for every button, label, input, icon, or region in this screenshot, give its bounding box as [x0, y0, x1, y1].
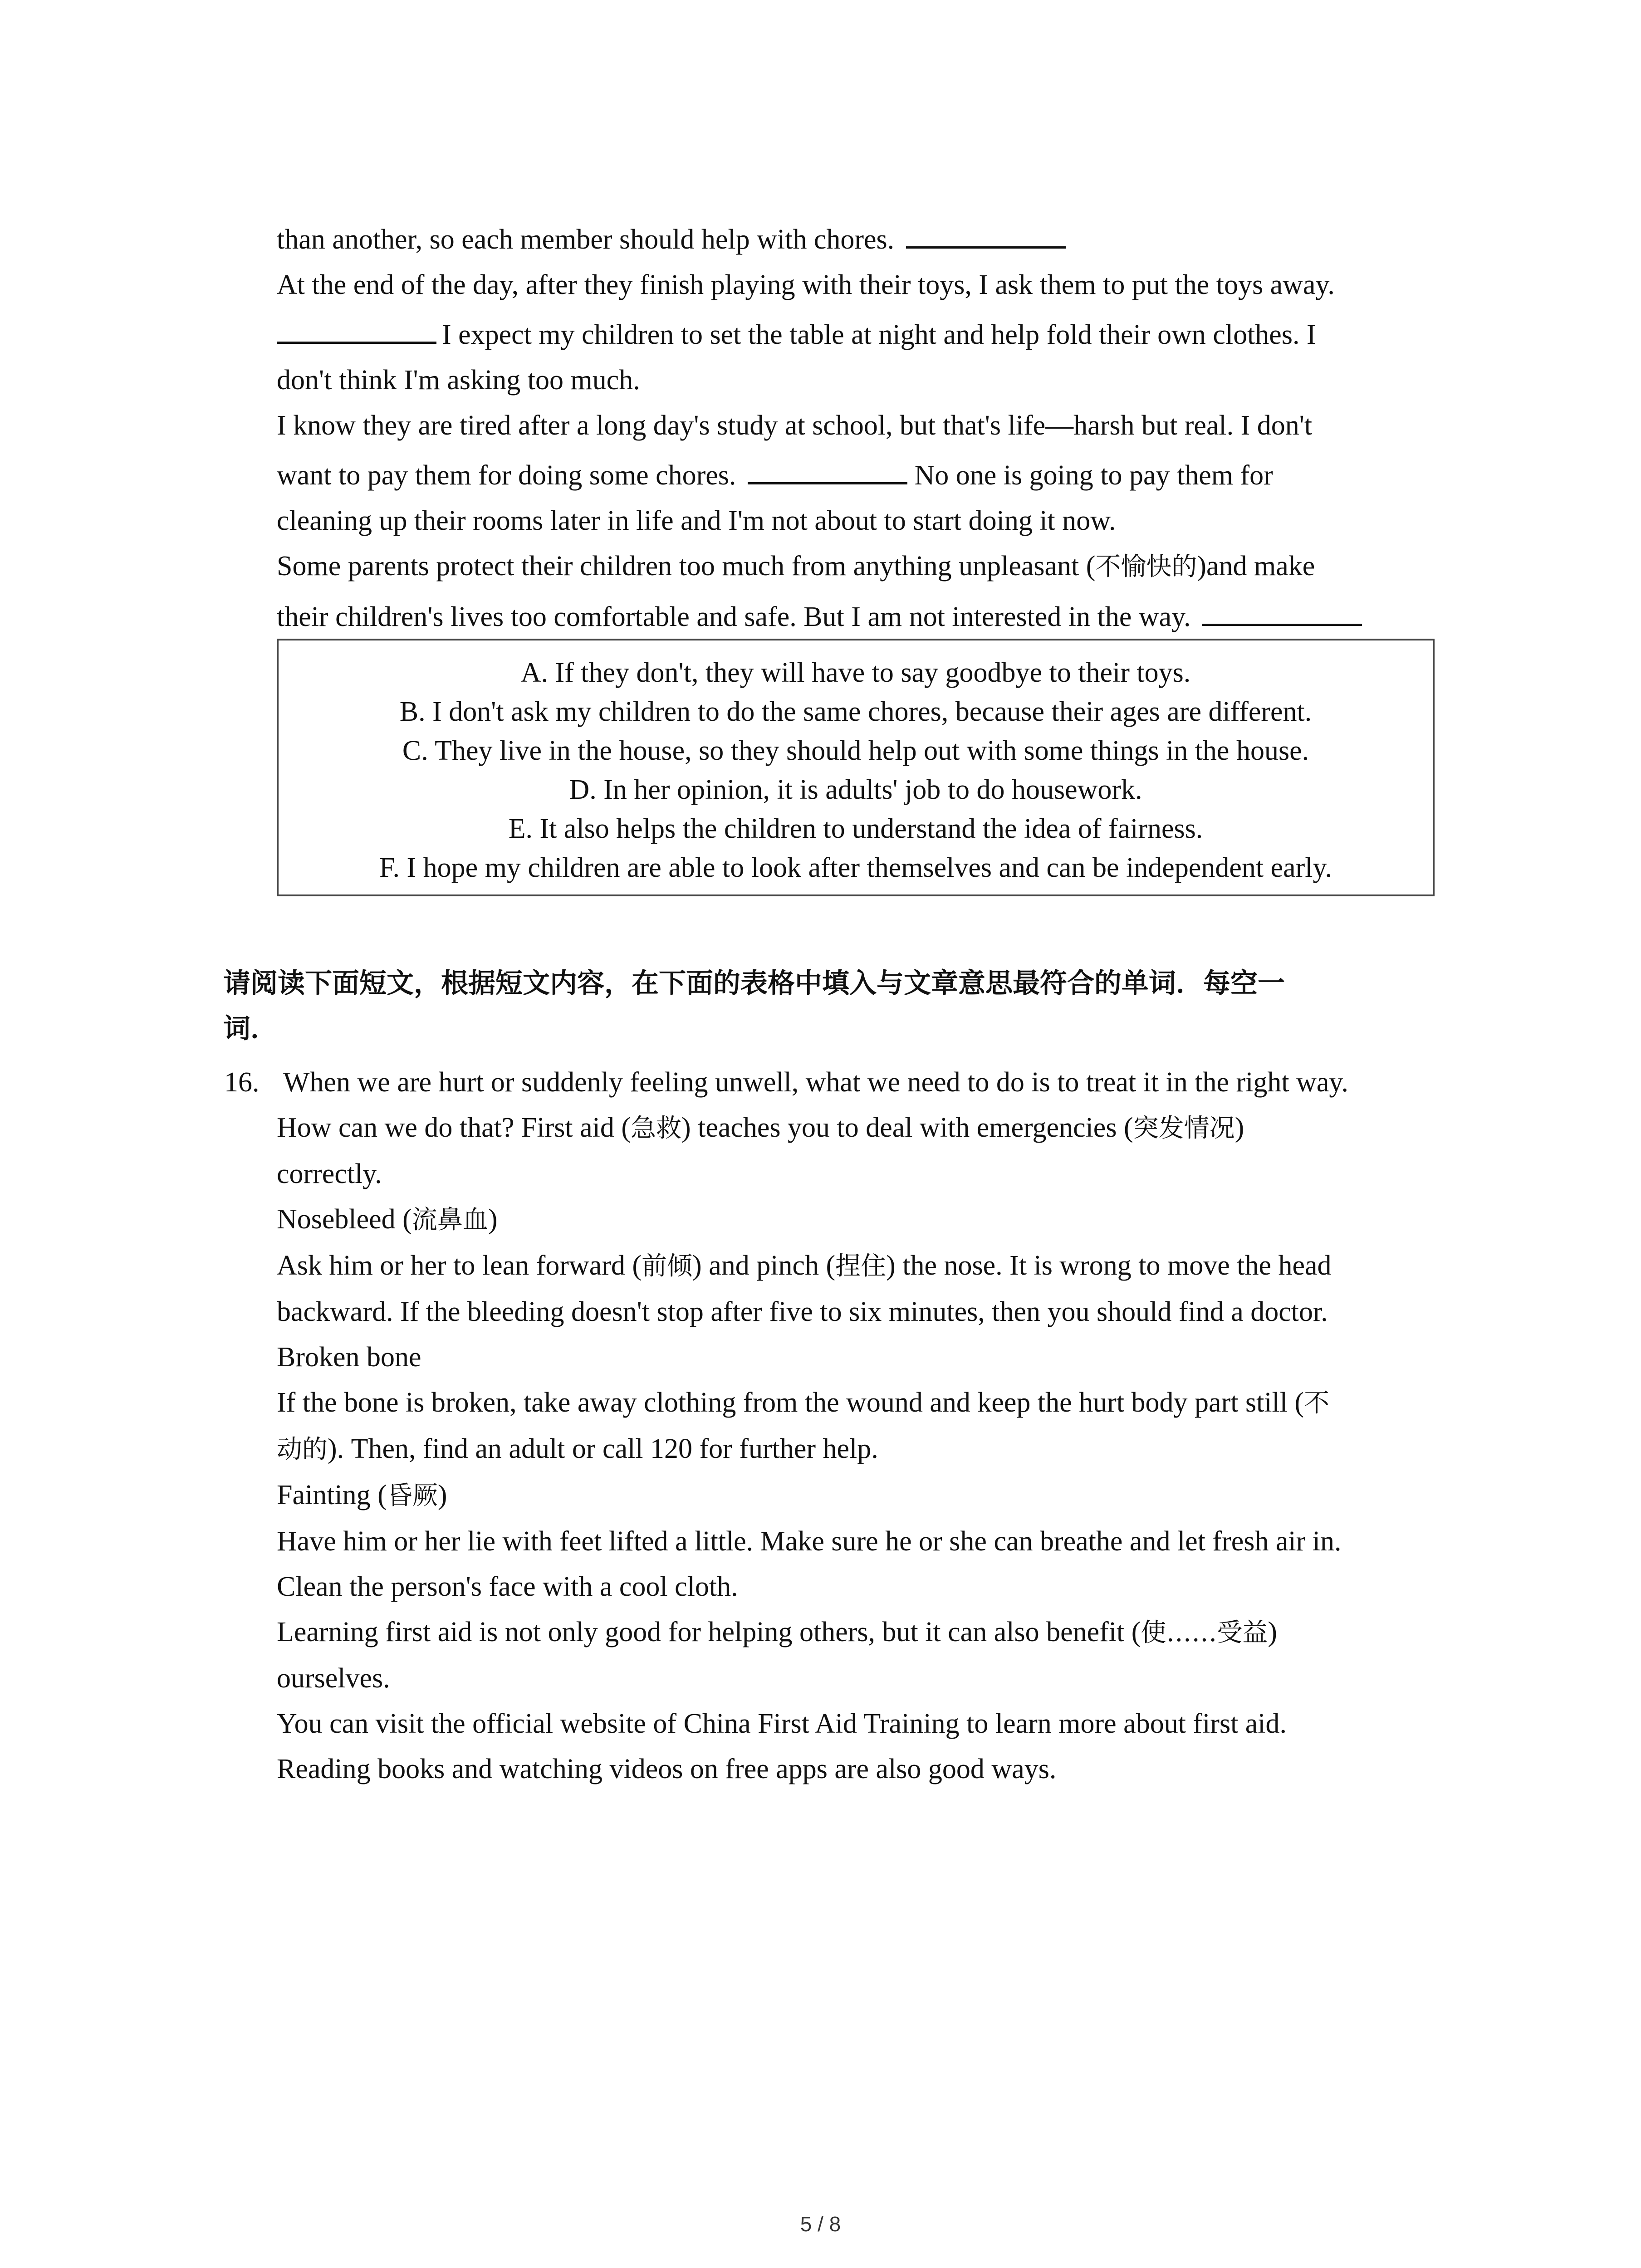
passage-line: backward. If the bleeding doesn't stop after five to six minutes, then you should find a doctor. [277, 1296, 1328, 1327]
passage-line: don't think I'm asking too much. [277, 365, 640, 396]
subheading-broken-bone: Broken bone [277, 1342, 421, 1373]
passage-line: cleaning up their rooms later in life and I'm not about to start doing it now. [277, 505, 1116, 536]
passage-line: ourselves. [277, 1663, 390, 1694]
passage-line: Reading books and watching videos on free apps are also good ways. [277, 1754, 1057, 1784]
passage-line: their children's lives too comfortable and safe. But I am not interested in the way. [277, 594, 1438, 640]
question-number: 16. [224, 1067, 260, 1098]
passage-line: I know they are tired after a long day's study at school, but that's life—harsh but real. I don't [277, 410, 1313, 441]
question-16-passage [277, 1060, 1438, 1792]
passage-line: 动的). Then, find an adult or call 120 for further help. [277, 1433, 878, 1464]
passage-line: Clean the person's face with a cool cloth. [277, 1571, 738, 1602]
passage-line: If the bone is broken, take away clothing from the wound and keep the hurt body part still (不 [277, 1387, 1330, 1418]
passage-line: How can we do that? First aid (急救) teaches you to deal with emergencies (突发情况) [277, 1112, 1244, 1143]
passage-line: Learning first aid is not only good for helping others, but it can also benefit (使……受益) [277, 1617, 1278, 1647]
subheading-nosebleed: Nosebleed (流鼻血) [277, 1204, 498, 1235]
passage-line: When we are hurt or suddenly feeling unwell, what we need to do is to treat it in the right way. [283, 1067, 1348, 1098]
passage-line: At the end of the day, after they finish playing with their toys, I ask them to put the toys away. [277, 269, 1335, 300]
passage-line: want to pay them for doing some chores. No one is going to pay them for [277, 453, 1438, 498]
option-d: D. In her opinion, it is adults' job to do housework. [569, 774, 1142, 805]
page-number: 5 / 8 [800, 2212, 841, 2236]
section-instruction [223, 961, 1439, 1051]
options-box [277, 639, 1435, 896]
instruction-line-2: 词． [223, 1013, 278, 1045]
answer-blank-4[interactable] [1202, 596, 1362, 626]
option-b: B. I don't ask my children to do the same chores, because their ages are different. [399, 696, 1312, 727]
instruction-line-1: 请阅读下面短文，根据短文内容，在下面的表格中填入与文章意思最符合的单词．每空一 [223, 968, 1285, 999]
passage-line: I expect my children to set the table at night and help fold their own clothes. I [277, 312, 1438, 357]
passage-line: You can visit the official website of China First Aid Training to learn more about first aid. [277, 1708, 1287, 1739]
subheading-fainting: Fainting (昏厥) [277, 1480, 447, 1510]
passage-continuation [277, 217, 1438, 640]
answer-blank-2[interactable] [277, 314, 436, 344]
answer-blank-3[interactable] [748, 455, 907, 484]
passage-line: Ask him or her to lean forward (前倾) and pinch (捏住) the nose. It is wrong to move the head [277, 1250, 1332, 1281]
passage-line: Have him or her lie with feet lifted a little. Make sure he or she can breathe and let fresh air in. [277, 1526, 1342, 1557]
option-c: C. They live in the house, so they should help out with some things in the house. [402, 735, 1309, 766]
option-e: E. It also helps the children to understand the idea of fairness. [508, 813, 1203, 844]
passage-line: Some parents protect their children too much from anything unpleasant (不愉快的)and make [277, 551, 1315, 582]
passage-line: than another, so each member should help with chores. [277, 217, 1438, 262]
answer-blank-1[interactable] [906, 219, 1066, 249]
passage-line: correctly. [277, 1158, 382, 1189]
option-f: F. I hope my children are able to look after themselves and can be independent early. [379, 852, 1332, 883]
option-a: A. If they don't, they will have to say goodbye to their toys. [520, 657, 1191, 688]
